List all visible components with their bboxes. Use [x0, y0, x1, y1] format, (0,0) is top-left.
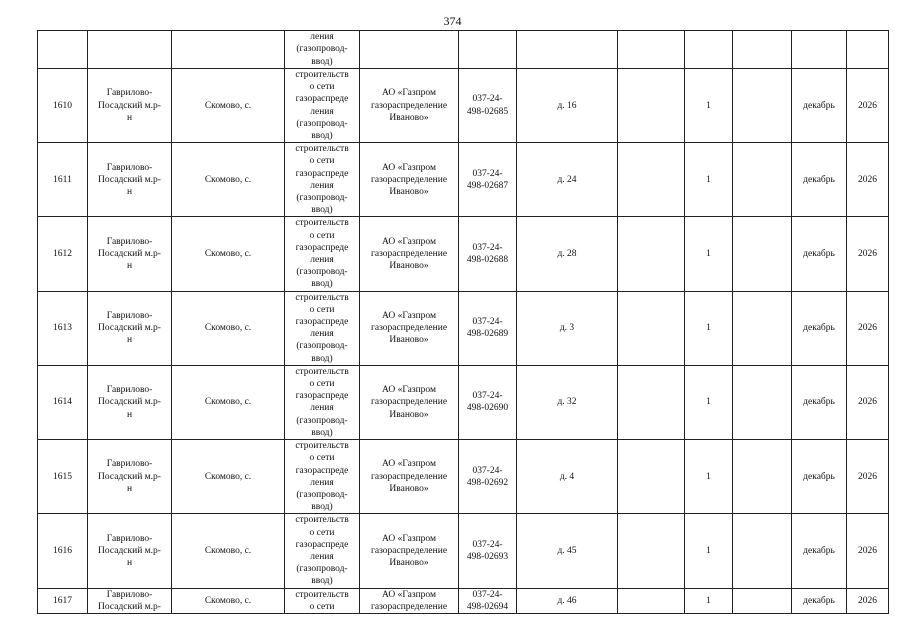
- cell-work-line: о сети: [309, 230, 335, 241]
- cell-code-line: 037-24-: [472, 589, 503, 600]
- cell-year: 2026: [847, 217, 889, 291]
- gasification-table: [37, 30, 889, 614]
- cell-org: [360, 69, 459, 143]
- cell-address: д. 28: [517, 217, 618, 291]
- cell-year: 2026: [847, 365, 889, 439]
- cell-district-line: Гаврилово-: [106, 236, 153, 247]
- cell-work-line: строительств: [295, 515, 349, 526]
- cell-address: д. 3: [517, 291, 618, 365]
- cell-district-line: Гаврилово-: [106, 589, 153, 600]
- cell-org-line: газораспределение: [370, 471, 448, 482]
- cell-num: 1612: [38, 217, 88, 291]
- cell-code-line: 498-02685: [466, 106, 509, 117]
- cell-qty: 1: [685, 365, 733, 439]
- cell-work-line: (газопровод-: [296, 564, 348, 575]
- cell-district: [88, 365, 172, 439]
- table-row: [38, 514, 889, 588]
- cell-work-line: ления: [310, 180, 334, 191]
- cell-district-line: н: [126, 483, 133, 494]
- cell-work-line: строительств: [295, 70, 349, 80]
- cell-code-line: 498-02689: [466, 329, 509, 340]
- cell-month: декабрь: [792, 365, 847, 439]
- cell-org-line: Иваново»: [389, 261, 429, 272]
- cell-code: [459, 291, 517, 365]
- cell-district-line: Посадский м.р-: [98, 471, 161, 482]
- cell-code: [459, 31, 517, 69]
- cell-locality: Скомово, с.: [172, 365, 285, 439]
- cell-org-line: АО «Газпром: [381, 459, 436, 470]
- cell-locality: Скомово, с.: [172, 291, 285, 365]
- cell-work-line: газораспреде: [295, 391, 349, 402]
- cell-district: [88, 291, 172, 365]
- cell-work: [285, 69, 360, 143]
- cell-extra2: [733, 440, 792, 514]
- cell-district-line: н: [126, 335, 133, 346]
- cell-work-line: о сети: [309, 379, 335, 390]
- cell-year: 2026: [847, 588, 889, 613]
- cell-address: д. 32: [517, 365, 618, 439]
- cell-org: [360, 291, 459, 365]
- cell-work-line: строительств: [295, 366, 349, 377]
- cell-qty: 1: [685, 440, 733, 514]
- cell-address: д. 45: [517, 514, 618, 588]
- cell-district-line: н: [126, 558, 133, 569]
- table-row: [38, 291, 889, 365]
- table-row: [38, 69, 889, 143]
- cell-work-line: строительств: [295, 144, 349, 155]
- cell-org-line: Иваново»: [389, 112, 429, 123]
- cell-org: [360, 365, 459, 439]
- cell-org: [360, 440, 459, 514]
- cell-qty: 1: [685, 217, 733, 291]
- cell-month: декабрь: [792, 514, 847, 588]
- cell-org: [360, 217, 459, 291]
- cell-district-line: Посадский м.р-: [98, 100, 161, 111]
- cell-district-line: Посадский м.р-: [98, 397, 161, 408]
- cell-work: [285, 31, 360, 69]
- cell-extra: [618, 514, 685, 588]
- cell-work-line: о сети: [309, 156, 335, 167]
- cell-code: [459, 365, 517, 439]
- cell-district: [88, 588, 172, 613]
- cell-year: 2026: [847, 69, 889, 143]
- cell-district-line: Гаврилово-: [106, 88, 153, 99]
- cell-org-line: газораспределение: [370, 323, 448, 334]
- cell-num: 1611: [38, 143, 88, 217]
- cell-code: [459, 217, 517, 291]
- cell-district: [88, 514, 172, 588]
- cell-work-line: строительств: [295, 589, 349, 600]
- cell-org-line: АО «Газпром: [381, 310, 436, 321]
- cell-district: [88, 31, 172, 69]
- cell-work: [285, 588, 360, 613]
- cell-org-line: АО «Газпром: [381, 533, 436, 544]
- cell-locality: Скомово, с.: [172, 514, 285, 588]
- cell-work-line: ввод): [311, 205, 333, 216]
- cell-org-line: АО «Газпром: [381, 589, 436, 600]
- cell-work-line: ввод): [311, 131, 333, 142]
- cell-org: [360, 514, 459, 588]
- cell-district-line: н: [126, 186, 133, 197]
- cell-work-line: газораспреде: [295, 465, 349, 476]
- cell-work-line: о сети: [309, 601, 335, 612]
- cell-extra2: [733, 31, 792, 69]
- cell-month: декабрь: [792, 588, 847, 613]
- cell-num: 1614: [38, 365, 88, 439]
- cell-work-line: ввод): [311, 56, 333, 67]
- cell-org-line: Иваново»: [389, 409, 429, 420]
- cell-district-line: Гаврилово-: [106, 385, 153, 396]
- cell-qty: [685, 31, 733, 69]
- table-body: [38, 31, 889, 614]
- cell-code-line: 498-02690: [466, 403, 509, 414]
- cell-code: [459, 588, 517, 613]
- cell-year: 2026: [847, 291, 889, 365]
- cell-org-line: Иваново»: [389, 558, 429, 569]
- cell-org-line: газораспределение: [370, 601, 448, 612]
- cell-work-line: о сети: [309, 527, 335, 538]
- cell-org-line: газораспределение: [370, 545, 448, 556]
- cell-district-line: Посадский м.р-: [98, 545, 161, 556]
- cell-work-line: (газопровод-: [296, 489, 348, 500]
- cell-work-line: ввод): [311, 279, 333, 290]
- cell-code-line: 498-02692: [466, 477, 509, 488]
- cell-code: [459, 514, 517, 588]
- page-number: 374: [443, 14, 462, 28]
- cell-district-line: Посадский м.р-: [98, 323, 161, 334]
- cell-work-line: ления: [310, 255, 334, 266]
- cell-district-line: Гаврилово-: [106, 459, 153, 470]
- cell-work-line: ления: [310, 551, 334, 562]
- cell-address: д. 24: [517, 143, 618, 217]
- cell-org: [360, 31, 459, 69]
- table-row: [38, 440, 889, 514]
- cell-work-line: газораспреде: [295, 539, 349, 550]
- cell-year: 2026: [847, 440, 889, 514]
- cell-district: [88, 143, 172, 217]
- cell-work-line: ввод): [311, 502, 333, 513]
- cell-month: декабрь: [792, 143, 847, 217]
- cell-code-line: 037-24-: [472, 242, 503, 253]
- cell-extra: [618, 143, 685, 217]
- cell-num: [38, 31, 88, 69]
- cell-district-line: Гаврилово-: [106, 310, 153, 321]
- cell-work: [285, 365, 360, 439]
- cell-extra: [618, 217, 685, 291]
- cell-year: [847, 31, 889, 69]
- cell-work-line: газораспреде: [295, 242, 349, 253]
- cell-work-line: ввод): [311, 576, 333, 587]
- cell-extra2: [733, 69, 792, 143]
- cell-qty: 1: [685, 69, 733, 143]
- cell-work-line: ввод): [311, 427, 333, 438]
- cell-org-line: газораспределение: [370, 248, 448, 259]
- cell-extra2: [733, 143, 792, 217]
- cell-extra: [618, 31, 685, 69]
- table-row-continuation: [38, 31, 889, 69]
- cell-work: [285, 217, 360, 291]
- cell-extra: [618, 291, 685, 365]
- cell-district-line: н: [126, 112, 133, 123]
- cell-org-line: Иваново»: [389, 335, 429, 346]
- cell-work-line: (газопровод-: [296, 267, 348, 278]
- cell-extra: [618, 365, 685, 439]
- cell-code-line: 498-02694: [466, 601, 509, 612]
- cell-extra2: [733, 291, 792, 365]
- cell-work-line: (газопровод-: [296, 415, 348, 426]
- cell-address: [517, 31, 618, 69]
- cell-work-line: о сети: [309, 304, 335, 315]
- cell-locality: Скомово, с.: [172, 69, 285, 143]
- cell-num: 1615: [38, 440, 88, 514]
- cell-org-line: газораспределение: [370, 397, 448, 408]
- cell-month: декабрь: [792, 440, 847, 514]
- cell-work-line: ления: [310, 403, 334, 414]
- cell-work-line: о сети: [309, 82, 335, 93]
- cell-num: 1616: [38, 514, 88, 588]
- cell-work-line: ления: [310, 477, 334, 488]
- cell-num: 1610: [38, 69, 88, 143]
- cell-district-line: Посадский м.р-: [98, 174, 161, 185]
- cell-work-line: (газопровод-: [296, 118, 348, 129]
- cell-qty: 1: [685, 291, 733, 365]
- cell-district: [88, 440, 172, 514]
- cell-district: [88, 69, 172, 143]
- cell-extra2: [733, 217, 792, 291]
- cell-work-line: о сети: [309, 453, 335, 464]
- cell-org: [360, 588, 459, 613]
- cell-work-line: газораспреде: [295, 94, 349, 105]
- cell-district-line: Гаврилово-: [106, 162, 153, 173]
- cell-locality: Скомово, с.: [172, 440, 285, 514]
- cell-district-line: Гаврилово-: [106, 533, 153, 544]
- cell-code-line: 037-24-: [472, 539, 503, 550]
- cell-work-line: ления: [310, 32, 334, 43]
- cell-work: [285, 291, 360, 365]
- cell-year: 2026: [847, 143, 889, 217]
- cell-code: [459, 69, 517, 143]
- cell-work-line: строительств: [295, 441, 349, 452]
- cell-month: декабрь: [792, 217, 847, 291]
- cell-locality: Скомово, с.: [172, 588, 285, 613]
- cell-code-line: 498-02687: [466, 180, 509, 191]
- table-row: [38, 217, 889, 291]
- cell-work-line: ввод): [311, 353, 333, 364]
- cell-district-line: н: [126, 261, 133, 272]
- cell-org: [360, 143, 459, 217]
- cell-org-line: Иваново»: [389, 186, 429, 197]
- cell-org-line: газораспределение: [370, 174, 448, 185]
- cell-district-line: Посадский м.р-: [98, 601, 161, 612]
- cell-work-line: (газопровод-: [296, 193, 348, 204]
- cell-work-line: (газопровод-: [296, 44, 348, 55]
- cell-code-line: 037-24-: [472, 317, 503, 328]
- cell-code-line: 498-02688: [466, 255, 509, 266]
- cell-num: 1613: [38, 291, 88, 365]
- cell-org-line: газораспределение: [370, 100, 448, 111]
- cell-org-line: Иваново»: [389, 483, 429, 494]
- table-row: [38, 588, 889, 613]
- cell-work-line: ления: [310, 329, 334, 340]
- cell-month: декабрь: [792, 69, 847, 143]
- cell-qty: 1: [685, 588, 733, 613]
- cell-code-line: 037-24-: [472, 465, 503, 476]
- table-row: [38, 143, 889, 217]
- cell-work: [285, 440, 360, 514]
- cell-code: [459, 143, 517, 217]
- cell-work: [285, 143, 360, 217]
- cell-work: [285, 514, 360, 588]
- cell-extra2: [733, 514, 792, 588]
- cell-extra: [618, 69, 685, 143]
- cell-code-line: 037-24-: [472, 168, 503, 179]
- cell-district-line: Посадский м.р-: [98, 248, 161, 259]
- cell-org-line: АО «Газпром: [381, 162, 436, 173]
- cell-address: д. 4: [517, 440, 618, 514]
- table-row: [38, 365, 889, 439]
- cell-district-line: н: [126, 409, 133, 420]
- cell-locality: Скомово, с.: [172, 143, 285, 217]
- cell-locality: [172, 31, 285, 69]
- cell-code-line: 037-24-: [472, 391, 503, 402]
- cell-code-line: 037-24-: [472, 94, 503, 105]
- cell-address: д. 16: [517, 69, 618, 143]
- cell-district: [88, 217, 172, 291]
- cell-work-line: (газопровод-: [296, 341, 348, 352]
- cell-extra2: [733, 588, 792, 613]
- cell-extra: [618, 588, 685, 613]
- cell-month: декабрь: [792, 291, 847, 365]
- cell-qty: 1: [685, 514, 733, 588]
- cell-year: 2026: [847, 514, 889, 588]
- cell-work-line: газораспреде: [295, 168, 349, 179]
- cell-qty: 1: [685, 143, 733, 217]
- cell-code-line: 498-02693: [466, 551, 509, 562]
- cell-org-line: АО «Газпром: [381, 385, 436, 396]
- cell-extra: [618, 440, 685, 514]
- cell-work-line: строительств: [295, 218, 349, 229]
- cell-address: д. 46: [517, 588, 618, 613]
- cell-num: 1617: [38, 588, 88, 613]
- cell-month: [792, 31, 847, 69]
- cell-org-line: АО «Газпром: [381, 88, 436, 99]
- cell-work-line: газораспреде: [295, 317, 349, 328]
- cell-work-line: ления: [310, 106, 334, 117]
- cell-work-line: строительств: [295, 292, 349, 303]
- cell-extra2: [733, 365, 792, 439]
- cell-code: [459, 440, 517, 514]
- cell-locality: Скомово, с.: [172, 217, 285, 291]
- cell-org-line: АО «Газпром: [381, 236, 436, 247]
